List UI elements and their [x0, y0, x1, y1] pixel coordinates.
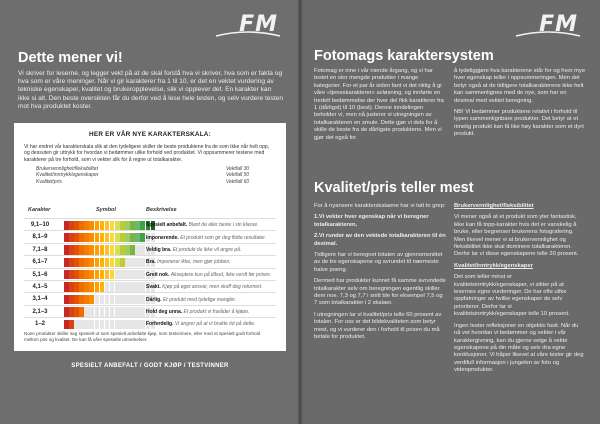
step-two: 2.Vi runder av den vektede totalkarakteren til én desimal. [314, 233, 446, 247]
rating-symbol-bar [64, 221, 155, 230]
rating-segment [135, 221, 140, 230]
rating-segment [84, 221, 89, 230]
subheading-usability: Brukervennlighet/fleksibilitet [454, 203, 534, 209]
usability-paragraph: Vi mener også at et produkt som yter fantastisk, ikke kan få topp-karakter hvis det er vanskelig å bruke, eller begrenser brukerens fotografering. Men likevel mener vi at brukervennlighet og fleksibilitet ikke skal dominere totalkarakteren. Derfor lar vi disse egenskapene telle 20 prosent. [454, 214, 579, 258]
rating-segment [69, 258, 74, 267]
rating-segment [100, 282, 105, 291]
rating-segment [100, 233, 105, 242]
rating-segment [130, 307, 135, 316]
rating-segment [100, 320, 105, 329]
rating-description [146, 321, 255, 327]
rating-label: Dårlig. [146, 296, 162, 303]
rating-segment [140, 221, 145, 230]
rating-segment [89, 320, 94, 329]
rating-segment [125, 258, 130, 267]
rating-symbol-bar [64, 233, 155, 242]
rating-segment [79, 245, 84, 254]
rating-text: Et produkt du ikke vil angre på. [172, 246, 242, 253]
rating-segment [130, 245, 135, 254]
rating-segment [125, 295, 130, 304]
rating-symbol-bar [64, 270, 155, 279]
rating-segment [110, 307, 115, 316]
rating-segment [105, 270, 110, 279]
rating-segment [64, 307, 69, 316]
rating-segment [110, 295, 115, 304]
rating-segment [69, 307, 74, 316]
rating-description [146, 272, 271, 278]
rating-table [24, 218, 276, 330]
rating-segment [135, 282, 140, 291]
rating-row [24, 255, 276, 267]
rating-label: Spesielt anbefalt. [146, 222, 188, 229]
award-line: SPESIELT ANBEFALT / GODT KJØP / TESTVINNER [71, 363, 229, 369]
rating-segment [140, 282, 145, 291]
card-footnote: Noen produkter skiller seg spesielt ut som spesielt anbefalte kjøp, som testvinnere, eller med et spesielt godt forhold mellom pris og kvalitet. De kan få våre spesielle utmerkelser. [24, 331, 261, 342]
rating-segment [79, 270, 84, 279]
system-paragraph-2: å tydeliggjøre hva karakterene står for og hvor mye hver egenskap teller i oppsummeringen. Men det betyr også at de tidligere totalkarakterene ikke helt kan sammenlignes med de nye, som har en desimal med vektet beregning. [454, 68, 586, 104]
rating-segment [125, 221, 130, 230]
rating-segment [110, 270, 115, 279]
rating-segment [84, 295, 89, 304]
logo-text: FM [539, 12, 578, 37]
rating-segment [130, 282, 135, 291]
rating-segment [95, 221, 100, 230]
rating-segment [110, 245, 115, 254]
rating-text: Et produkt som gir deg flotte resultater. [180, 234, 267, 241]
page-title: Dette mener vi! [18, 50, 123, 66]
weight-item: Kvalitet/pris Vektfall 60 [36, 178, 250, 185]
rating-segment [115, 258, 120, 267]
rating-segment [89, 282, 94, 291]
rating-symbol-bar [64, 307, 155, 316]
rating-segment [140, 295, 145, 304]
rating-segment [69, 282, 74, 291]
rating-range: 5,1–6 [32, 271, 48, 278]
rating-segment [100, 245, 105, 254]
rating-segment [89, 307, 94, 316]
rating-segment [140, 258, 145, 267]
header-beskrivelse: Beskrivelse [146, 207, 177, 213]
rating-scale-card [14, 123, 286, 351]
rating-segment [95, 282, 100, 291]
quality-col-right [454, 203, 586, 379]
rating-segment [84, 320, 89, 329]
rating-segment [135, 320, 140, 329]
rating-segment [105, 295, 110, 304]
rating-range: 3,1–4 [32, 296, 48, 303]
page-gutter [297, 0, 303, 424]
rating-segment [105, 282, 110, 291]
rating-segment [125, 320, 130, 329]
rating-text: Et produkt vi fraråder å kjøpe. [183, 308, 250, 315]
rating-range: 4,1–5 [32, 283, 48, 290]
rating-segment [115, 233, 120, 242]
rating-segment [135, 245, 140, 254]
rating-segment [79, 307, 84, 316]
card-title: HER ER VÅR NYE KARAKTERSKALA: [89, 131, 211, 138]
rating-range: 2,1–3 [32, 308, 48, 315]
rating-text: Imponerer ikke, men gjør jobben. [157, 259, 231, 266]
rating-segment [130, 258, 135, 267]
rating-segment [115, 295, 120, 304]
rating-text: Kjøp på eget ansvar, men skuff deg returnert. [162, 284, 263, 291]
rating-range: 1–2 [34, 321, 45, 328]
rating-segment [74, 307, 79, 316]
rating-segment [69, 320, 74, 329]
rating-segment [125, 233, 130, 242]
rating-segment [105, 258, 110, 267]
rating-segment [115, 307, 120, 316]
rating-description [146, 284, 262, 290]
right-page [300, 0, 600, 424]
rating-symbol-bar [64, 282, 155, 291]
rating-segment [64, 258, 69, 267]
rating-range: 7,1–8 [32, 246, 48, 253]
rating-segment [69, 295, 74, 304]
rating-label: Bra. [146, 259, 156, 266]
rating-segment [95, 245, 100, 254]
rating-segment [115, 282, 120, 291]
rating-segment [130, 270, 135, 279]
rating-segment [64, 320, 69, 329]
rating-symbol-bar [64, 245, 155, 254]
rating-segment [84, 258, 89, 267]
system-col-right [454, 68, 586, 143]
rating-segment [74, 270, 79, 279]
rating-segment [64, 221, 69, 230]
rating-range: 6,1–7 [32, 259, 48, 266]
rating-segment [79, 221, 84, 230]
rating-text: Akseptere kun på tilbud, ikke verdt før prisen. [170, 271, 272, 278]
rating-segment [89, 245, 94, 254]
rating-description [146, 309, 249, 315]
rating-segment [95, 295, 100, 304]
rating-segment [120, 282, 125, 291]
rating-segment [125, 282, 130, 291]
rating-segment [125, 270, 130, 279]
rating-segment [74, 295, 79, 304]
rating-segment [100, 258, 105, 267]
rating-segment [84, 270, 89, 279]
rating-segment [115, 245, 120, 254]
rating-segment [110, 320, 115, 329]
rating-range: 8,1–9 [32, 234, 48, 241]
rating-segment [120, 295, 125, 304]
section-heading-system: Fotomags karaktersystem [314, 48, 494, 64]
rating-segment [125, 245, 130, 254]
card-intro: Vi har endret vår karakterskala slik at den tydeligere skiller de beste produktene fra de som ikke når helt opp, og dessuten gir uttrykk for hvordan vi bedømmer ulike forhold ved produktet. Vi oppsummerer testene med karakterer på tre forhold, som vi vekter slik for å regne ut totalkarakter. [24, 144, 270, 163]
rating-description [146, 222, 259, 228]
rating-segment [95, 258, 100, 267]
rating-segment [69, 233, 74, 242]
rating-segment [115, 320, 120, 329]
rating-label: Forferdelig. [146, 321, 174, 328]
rating-segment [100, 307, 105, 316]
rating-segment [69, 221, 74, 230]
rating-segment [140, 320, 145, 329]
rating-segment [74, 258, 79, 267]
rating-row [24, 218, 276, 230]
intro-paragraph: Vi skriver for leserne, og legger vekt på at de skal forstå hva vi skriver, hva som er fakta og hva som er våre meninger. Når vi gir karakterer fra 1 til 10, er det en vektet vurdering av tekniske egenskaper, kvalitet og brukeropplevelse, slik vi opplever det. En karakter kan ikke si alt. Den beste oversikten får du derfor ved å lese hele testen, og selv vurdere testen mot hva produktet koster. [18, 70, 283, 110]
rating-segment [100, 295, 105, 304]
rating-segment [110, 233, 115, 242]
rating-segment [120, 320, 125, 329]
rating-segment [105, 320, 110, 329]
rating-segment [79, 282, 84, 291]
rating-segment [130, 320, 135, 329]
rating-segment [130, 233, 135, 242]
logo-swoosh-icon [214, 30, 282, 38]
rating-row [24, 268, 276, 280]
rating-segment [120, 221, 125, 230]
rating-segment [89, 270, 94, 279]
rating-segment [140, 307, 145, 316]
fm-logo [514, 12, 582, 38]
rating-segment [110, 258, 115, 267]
weighting-paragraph: I utregningen lar vi kvalitet/pris telle 60 prosent av totalen. For oss er det bildekvaliteten som betyr mest, og vi vurderer den i forhold til prisen du må betale for produktet. [314, 311, 442, 341]
rating-segment [115, 270, 120, 279]
logo-text: FM [239, 12, 278, 37]
rating-symbol-bar [64, 295, 155, 304]
rating-segment [84, 245, 89, 254]
rating-segment [74, 282, 79, 291]
header-karakter: Karakter [28, 207, 51, 213]
rating-description [146, 259, 231, 265]
rating-segment [140, 245, 145, 254]
rating-segment [105, 307, 110, 316]
rating-segment [79, 233, 84, 242]
rating-label: Greit nok. [146, 271, 170, 278]
rating-description [146, 235, 266, 241]
rating-text: Vi angrer på at vi brukte tid på dette. [174, 321, 256, 328]
rating-segment [100, 221, 105, 230]
rating-segment [89, 295, 94, 304]
rating-segment [69, 245, 74, 254]
rating-segment [89, 221, 94, 230]
rating-segment [95, 320, 100, 329]
rating-segment [79, 320, 84, 329]
subheading-features: Kvalitet/inntrykk/egenskaper [454, 262, 533, 269]
rating-segment [115, 221, 120, 230]
rating-segment [64, 270, 69, 279]
fm-logo [214, 12, 282, 38]
rating-segment [89, 258, 94, 267]
weight-item: Kvalitet/inntrykk/egenskaper Vektfall 50 [36, 172, 250, 179]
rating-description [146, 247, 241, 253]
rating-row [24, 317, 276, 329]
rating-segment [105, 245, 110, 254]
rating-segment [64, 295, 69, 304]
rating-segment [95, 270, 100, 279]
rating-row [24, 292, 276, 304]
rating-segment [120, 307, 125, 316]
rating-label: Hold deg unna. [146, 308, 183, 315]
rating-segment [125, 307, 130, 316]
rating-segment [74, 221, 79, 230]
rating-segment [110, 282, 115, 291]
rating-segment [130, 295, 135, 304]
rating-label: Imponerende. [146, 234, 179, 241]
system-col-left [314, 68, 446, 146]
rating-segment [84, 282, 89, 291]
step-one: 1.Vi vekter hver egenskap når vi beregner totalkarakteren. [314, 214, 429, 228]
rating-segment [79, 258, 84, 267]
rating-segment [64, 233, 69, 242]
section-heading-quality-price: Kvalitet/pris teller mest [314, 180, 474, 196]
rating-segment [120, 258, 125, 267]
rating-symbol-bar [64, 258, 155, 267]
rating-segment [84, 233, 89, 242]
rating-segment [135, 307, 140, 316]
rating-text: Blant de aller beste i sin klasse. [188, 222, 259, 229]
rating-segment [95, 307, 100, 316]
rating-segment [105, 233, 110, 242]
rating-symbol-bar [64, 320, 155, 329]
rating-segment [74, 320, 79, 329]
rating-table-header [24, 207, 274, 217]
rating-segment [74, 245, 79, 254]
rating-description [146, 297, 236, 303]
rating-segment [110, 221, 115, 230]
rating-row [24, 230, 276, 242]
previous-method: Tidligere har vi beregnet totalen av gjennomsnittet av de tre egenskapene og avrundet til nærmeste halve poeng. [314, 252, 443, 273]
closing-paragraph: Ingen tester refleksjoner en objektiv fasit. Når du nå vet hvordan vi bedømmer og vekter i vår karaktergivning, kan du gjerne velge å vekte egenskapene på din måte og selv dra egne konklusjoner. Vi håper likevel at våre tester gir deg verdifull informasjon i jungelen av foto og videoprodukter. [454, 322, 584, 374]
weight-list [36, 166, 286, 185]
rating-segment [140, 270, 145, 279]
rating-segment [120, 245, 125, 254]
rating-segment [64, 245, 69, 254]
rating-segment [135, 258, 140, 267]
rating-range: 9,1–10 [30, 222, 50, 228]
rating-segment [120, 233, 125, 242]
rating-segment [64, 282, 69, 291]
header-symbol: Symbol [96, 207, 116, 213]
features-paragraph: Det som teller minst er kvalitetsinntrykk/egenskaper, vi sikter på at lesernes egne vurderinger. De har ofte ulike oppfatninger av hvilke egenskaper de selv prioriterer. Derfor lar vi kvalitetsinntrykk/egenskaper telle 10 prosent. [454, 274, 570, 318]
rounding-example: Dermed har produkter kunnet få samme avrundede totalkarakter selv om beregningen egentlig skiller dem noe. 7,3 og 7,7 i snitt ble for eksempel 7,5 og 7 som totalkarakter i 2 skalaer. [314, 278, 446, 307]
rating-segment [130, 221, 135, 230]
rating-segment [135, 270, 140, 279]
rating-segment [69, 270, 74, 279]
rating-segment [95, 233, 100, 242]
rating-label: Svakt. [146, 284, 161, 291]
rating-segment [140, 233, 145, 242]
rating-segment [135, 233, 140, 242]
rating-segment [79, 295, 84, 304]
rating-segment [74, 233, 79, 242]
system-paragraph: Fotomag er inne i vår niende årgang, og vi har testet en stor mengde produkter i mange kategorier. For et par år siden fant vi det riktig å gi våre «tjeneskarakterer» avløsning, og innførte en tredelt bedømmelse der hver del fikk karakterer fra 1 (dårligst) til 10 (best). Denne inndelingen beholder vi, men nå justerer vi utregningen av totalkarakteren en smule. Dette gjør vi dels for å skille de beste fra de dårligste produktene. Men vi gjør det også for [314, 68, 444, 141]
nb-paragraph: NB! Vi bedømmer produktene relativt i forhold til typen sammenlignbare produkter. Det betyr at et rimelig produkt kan få like høy karakter som et dyrt produkt. [454, 109, 584, 138]
rating-row [24, 243, 276, 255]
rating-segment [89, 233, 94, 242]
rating-row [24, 305, 276, 317]
rating-row [24, 280, 276, 292]
rating-segment [84, 307, 89, 316]
rating-segment [105, 221, 110, 230]
rating-segment [100, 270, 105, 279]
quality-col-left [314, 203, 446, 346]
rating-segment [120, 270, 125, 279]
rating-label: Veldig bra. [146, 246, 172, 253]
rating-text: Et produkt med tydelige mangler. [162, 296, 237, 303]
weight-item: Brukervennlighet/fleksibilitet Vektfall 30 [36, 166, 250, 173]
rating-segment [135, 295, 140, 304]
quality-intro: For å nyansere karakterskalaene har vi tatt to grep: [314, 203, 446, 209]
logo-swoosh-icon [514, 30, 582, 38]
